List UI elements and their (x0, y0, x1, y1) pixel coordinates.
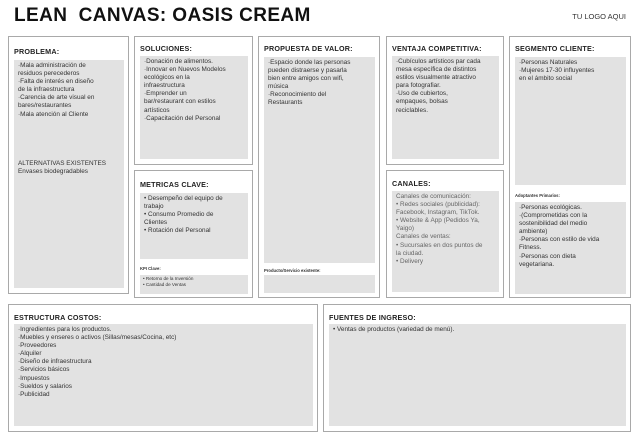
list-item: ·Proveedores (18, 342, 57, 350)
list-item: • Rotación del Personal (144, 227, 211, 235)
list-item: ·Publicidad (18, 390, 50, 398)
list-item: Fitness. (519, 244, 542, 252)
list-item: • Consumo Promedio de (144, 211, 214, 219)
soluciones-title: SOLUCIONES: (140, 44, 193, 53)
list-item: • Delivery (396, 257, 424, 265)
list-item: ·Personas con dieta (519, 252, 576, 260)
propuesta-title: PROPUESTA DE VALOR: (264, 44, 353, 53)
list-item: • Redes sociales (publicidad): (396, 201, 480, 209)
list-item: ·Muebles y enseres o activos (Sillas/mesas/Cocina, etc) (18, 334, 177, 342)
metricas-title: METRICAS CLAVE: (140, 180, 209, 189)
alternativas-title: ALTERNATIVAS EXISTENTES (18, 159, 107, 167)
list-item: para fotografiar. (396, 82, 441, 90)
list-item: ·Reconocimiento del (268, 91, 327, 99)
list-item: ·Servicios básicos (18, 366, 70, 374)
list-item: ·Donación de alimentos. (144, 58, 213, 65)
list-item: ·Espacio donde las personas (268, 59, 351, 66)
problema-title: PROBLEMA: (14, 47, 60, 56)
list-item: ·Alquiler (18, 350, 42, 358)
list-item: ·Uso de cubiertos, (396, 90, 448, 98)
segmento-content (515, 57, 626, 185)
list-item: bar/restaurant con estilos (144, 98, 216, 106)
list-item: residuos perecederos (18, 70, 80, 78)
page-title: LEAN CANVAS: OASIS CREAM (14, 5, 311, 26)
list-item: Facebook, Instagram, TikTok. (396, 209, 480, 217)
list-item: • Sucursales en dos puntos de (396, 241, 483, 249)
list-item: ·Personas ecológicas. (519, 204, 582, 211)
list-item: ·Personas Naturales (519, 59, 578, 66)
list-item: ·Mujeres 17-30 influyentes (519, 67, 595, 75)
adoptantes-label: Adoptantes Primarios: (515, 193, 560, 198)
list-item: ·Capacitación del Personal (144, 114, 221, 122)
list-item: Restaurants (268, 99, 303, 107)
list-item: • Ventas de productos (variedad de menú). (333, 326, 455, 333)
propuesta-section (258, 36, 380, 298)
list-item: ·Falta de interés en diseño (18, 78, 94, 86)
list-item: bares/restaurantes (18, 102, 72, 110)
list-item: ·Innovar en Nuevos Modelos (144, 66, 226, 74)
list-item: Canales de comunicación: (396, 193, 471, 200)
list-item: ·Personas con estilo de vida (519, 236, 600, 244)
ingresos-section (323, 304, 631, 432)
list-item: Yaigo) (396, 225, 414, 233)
producto-existente-content (264, 275, 375, 293)
list-item: ·Ingredientes para los productos. (18, 326, 112, 333)
kpi-content (140, 275, 248, 294)
soluciones-section (134, 36, 253, 165)
list-item: ·Mala atención al Cliente (18, 110, 89, 118)
ingresos-content (329, 324, 626, 426)
list-item: • Cantidad de Ventas (143, 282, 186, 287)
ventaja-section (386, 36, 504, 165)
list-item: ·Cubículos artísticos par cada (396, 58, 481, 65)
list-item: bien entre amigos con wifi, (268, 75, 344, 83)
list-item: música (268, 83, 289, 91)
producto-existente-label: Producto/Servicio existente: (264, 268, 321, 273)
metricas-section (134, 170, 253, 298)
alternativas-item: Envases biodegradables (18, 167, 88, 175)
list-item: ·Impuestos (18, 374, 50, 382)
ventaja-title: VENTAJA COMPETITIVA: (392, 44, 482, 53)
list-item: trabajo (144, 203, 164, 211)
list-item: empaques, bolsas (396, 98, 448, 106)
list-item: ecológicos en la (144, 74, 190, 82)
list-item: ·Carencia de arte visual en (18, 94, 95, 102)
soluciones-content (140, 56, 248, 159)
segmento-section (509, 36, 631, 298)
list-item: Canales de ventas: (396, 233, 451, 241)
list-item: infraestructura (144, 82, 185, 90)
list-item: sostenibilidad del medio (519, 220, 588, 228)
metricas-content (140, 193, 248, 259)
list-item: • Retorno de la Inversión (143, 276, 194, 281)
costos-title: ESTRUCTURA COSTOS: (14, 313, 102, 322)
list-item: la ciudad. (396, 249, 424, 257)
problema-list (18, 62, 120, 119)
kpi-label: KPI Clave: (140, 266, 161, 271)
list-item: ·Emprender un (144, 90, 187, 98)
problema-content (14, 60, 124, 288)
list-item: • Website & App (Pedidos Ya, (396, 217, 480, 225)
adoptantes-content (515, 202, 626, 294)
canales-content (392, 191, 499, 292)
costos-section (8, 304, 318, 432)
canales-title: CANALES: (392, 179, 431, 188)
list-item: de la infraestructura (18, 86, 75, 94)
list-item: ambiente) (519, 228, 548, 236)
ingresos-title: FUENTES DE INGRESO: (329, 313, 416, 322)
list-item: ·(Comprometidas con la (519, 212, 588, 220)
segmento-title: SEGMENTO CLIENTE: (515, 44, 595, 53)
list-item: artísticos (144, 106, 170, 114)
list-item: estilos visualmente atractivo (396, 74, 476, 82)
costos-content (14, 324, 313, 426)
problema-section (8, 36, 129, 294)
propuesta-content (264, 57, 375, 263)
list-item: en el ámbito social (519, 75, 572, 83)
canales-section (386, 170, 504, 298)
ventaja-content (392, 56, 499, 159)
list-item: vegetariana. (519, 260, 555, 268)
list-item: • Desempeño del equipo de (144, 195, 223, 202)
list-item: reciclables. (396, 106, 428, 114)
list-item: Clientes (144, 219, 168, 227)
list-item: ·Diseño de infraestructura (18, 358, 92, 366)
logo-placeholder: TU LOGO AQUI (572, 12, 626, 21)
list-item: mesa específica de distintos (396, 66, 477, 74)
list-item: ·Mala administración de (18, 62, 86, 69)
list-item: ·Sueldos y salarios (18, 382, 72, 390)
list-item: pueden distraerse y pasarla (268, 67, 347, 75)
